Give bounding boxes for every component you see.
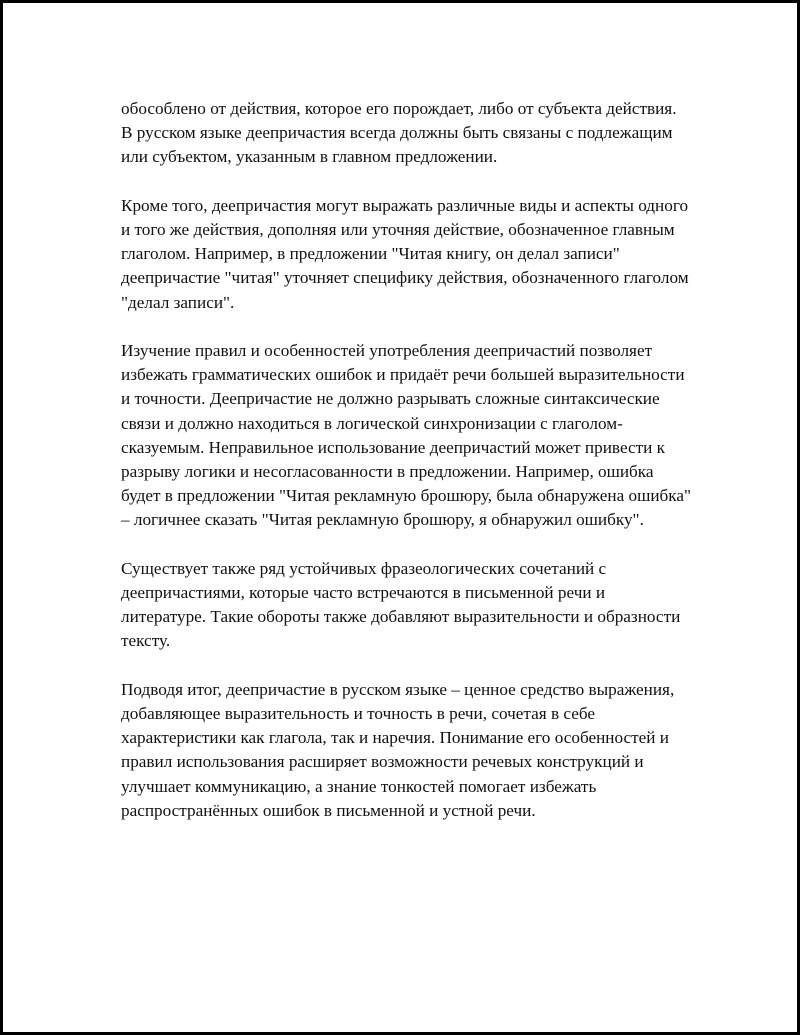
document-body [121, 97, 691, 823]
paragraph-5: Подводя итог, деепричастие в русском языке – ценное средство выражения, добавляющее выразительность и точность в речи, сочетая в себе характеристики как глагола, так и наречия. Понимание его особенностей и правил использования расширяет возможности речевых конструкций и улучшает коммуникацию, а знание тонкостей помогает избежать распространённых ошибок в письменной и устной речи. [121, 679, 675, 820]
paragraph-2: Кроме того, деепричастия могут выражать различные виды и аспекты одного и того же действия, дополняя или уточняя действие, обозначенное главным глаголом. Например, в предложении "Читая книгу, он делал записи" деепричастие "читая" уточняет специфику действия, обозначенного глаголом "делал записи". [121, 195, 689, 312]
paragraph-1: обособлено от действия, которое его порождает, либо от субъекта действия. В русском языке деепричастия всегда должны быть связаны с подлежащим или субъектом, указанным в главном предложении. [121, 99, 677, 167]
paragraph-4: Существует также ряд устойчивых фразеологических сочетаний с деепричастиями, которые часто встречаются в письменной речи и литературе. Такие обороты также добавляют выразительности и образности тексту. [121, 558, 681, 651]
paragraph-3: Изучение правил и особенностей употребления деепричастий позволяет избежать грамматических ошибок и придаёт речи большей выразительности и точности. Деепричастие не должно разрывать сложные синтаксические связи и должно находиться в логической синхронизации с глаголом-сказуемым. Неправильное использование деепричастий может привести к разрыву логики и несогласованности в предложении. Например, ошибка будет в предложении "Читая рекламную брошюру, была обнаружена ошибка" – логичнее сказать "Читая рекламную брошюру, я обнаружил ошибку". [121, 341, 692, 530]
